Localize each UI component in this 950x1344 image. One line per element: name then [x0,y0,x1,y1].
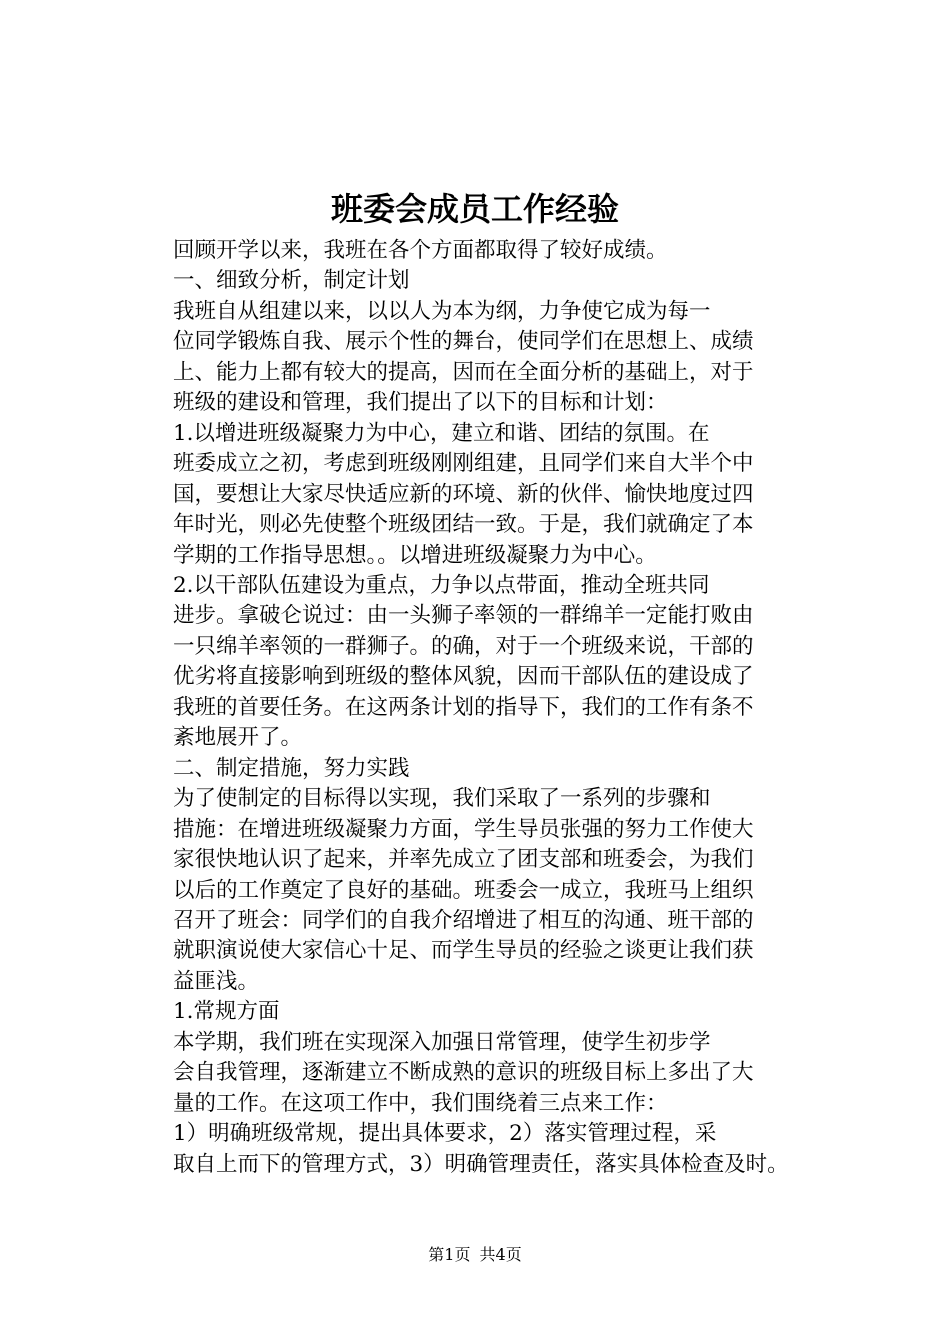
text-line: 1.常规方面 [173,999,280,1025]
text-line: 1）明确班级常规，提出具体要求，2）落实管理过程，采 [173,1121,717,1147]
text-line: 优劣将直接影响到班级的整体风貌，因而干部队伍的建设成了 [173,664,754,690]
text-line: 二、制定措施，努力实践 [173,755,410,781]
text-line: 我班的首要任务。在这两条计划的指导下，我们的工作有条不 [173,694,754,720]
paragraph [130,297,830,419]
text-line: 国，要想让大家尽快适应新的环境、新的伙伴、愉快地度过四 [173,481,754,507]
text-line: 我班自从组建以来，以以人为本为纲，力争使它成为每一 [173,298,711,324]
text-line: 一只绵羊率领的一群狮子。的确，对于一个班级来说，干部的 [173,633,754,659]
text-line: 年时光，则必先使整个班级团结一致。于是，我们就确定了本 [173,512,754,538]
text-line: 会自我管理，逐渐建立不断成熟的意识的班级目标上多出了大 [173,1060,754,1086]
text-line: 益匪浅。 [173,968,260,994]
text-line: 措施：在增进班级凝聚力方面，学生导员张强的努力工作使大 [173,816,754,842]
page-number: 第1页 [428,1245,471,1264]
text-line: 以后的工作奠定了良好的基础。班委会一成立，我班马上组织 [173,877,754,903]
paragraph [130,784,830,997]
text-line: 班级的建设和管理，我们提出了以下的目标和计划： [173,390,668,416]
paragraph [130,1028,830,1119]
text-line: 班委成立之初，考虑到班级刚刚组建，且同学们来自大半个中 [173,451,754,477]
document-body [130,236,830,1180]
paragraph [130,997,830,1027]
document-title: 班委会成员工作经验 [330,190,619,228]
text-line: 1.以增进班级凝聚力为中心，建立和谐、团结的氛围。在 [173,420,710,446]
text-line: 上、能力上都有较大的提高，因而在全面分析的基础上，对于 [173,359,754,385]
text-line: 一、细致分析，制定计划 [173,268,410,294]
text-line: 位同学锻炼自我、展示个性的舞台，使同学们在思想上、成绩 [173,329,754,355]
paragraph [130,419,830,571]
text-line: 召开了班会：同学们的自我介绍增进了相互的沟通、班干部的 [173,907,754,933]
page-footer [0,1242,950,1265]
text-line: 进步。拿破仑说过：由一头狮子率领的一群绵羊一定能打败由 [173,603,754,629]
paragraph [130,236,830,266]
paragraph [130,1119,830,1180]
text-line: 2.以干部队伍建设为重点，力争以点带面，推动全班共同 [173,572,710,598]
page-total: 共4页 [479,1245,522,1264]
text-line: 量的工作。在这项工作中，我们围绕着三点来工作： [173,1090,668,1116]
text-line: 就职演说使大家信心十足、而学生导员的经验之谈更让我们获 [173,938,754,964]
text-line: 为了使制定的目标得以实现，我们采取了一系列的步骤和 [173,786,711,812]
text-line: 本学期，我们班在实现深入加强日常管理，使学生初步学 [173,1029,711,1055]
text-line: 学期的工作指导思想。。以增进班级凝聚力为中心。 [173,542,657,568]
paragraph [130,571,830,754]
text-line: 紊地展开了。 [173,725,303,751]
paragraph [130,754,830,784]
text-line: 家很快地认识了起来，并率先成立了团支部和班委会，为我们 [173,847,754,873]
paragraph [130,266,830,296]
text-line: 取自上而下的管理方式，3）明确管理责任，落实具体检查及时。 [173,1151,789,1177]
text-line: 回顾开学以来，我班在各个方面都取得了较好成绩。 [173,238,668,263]
